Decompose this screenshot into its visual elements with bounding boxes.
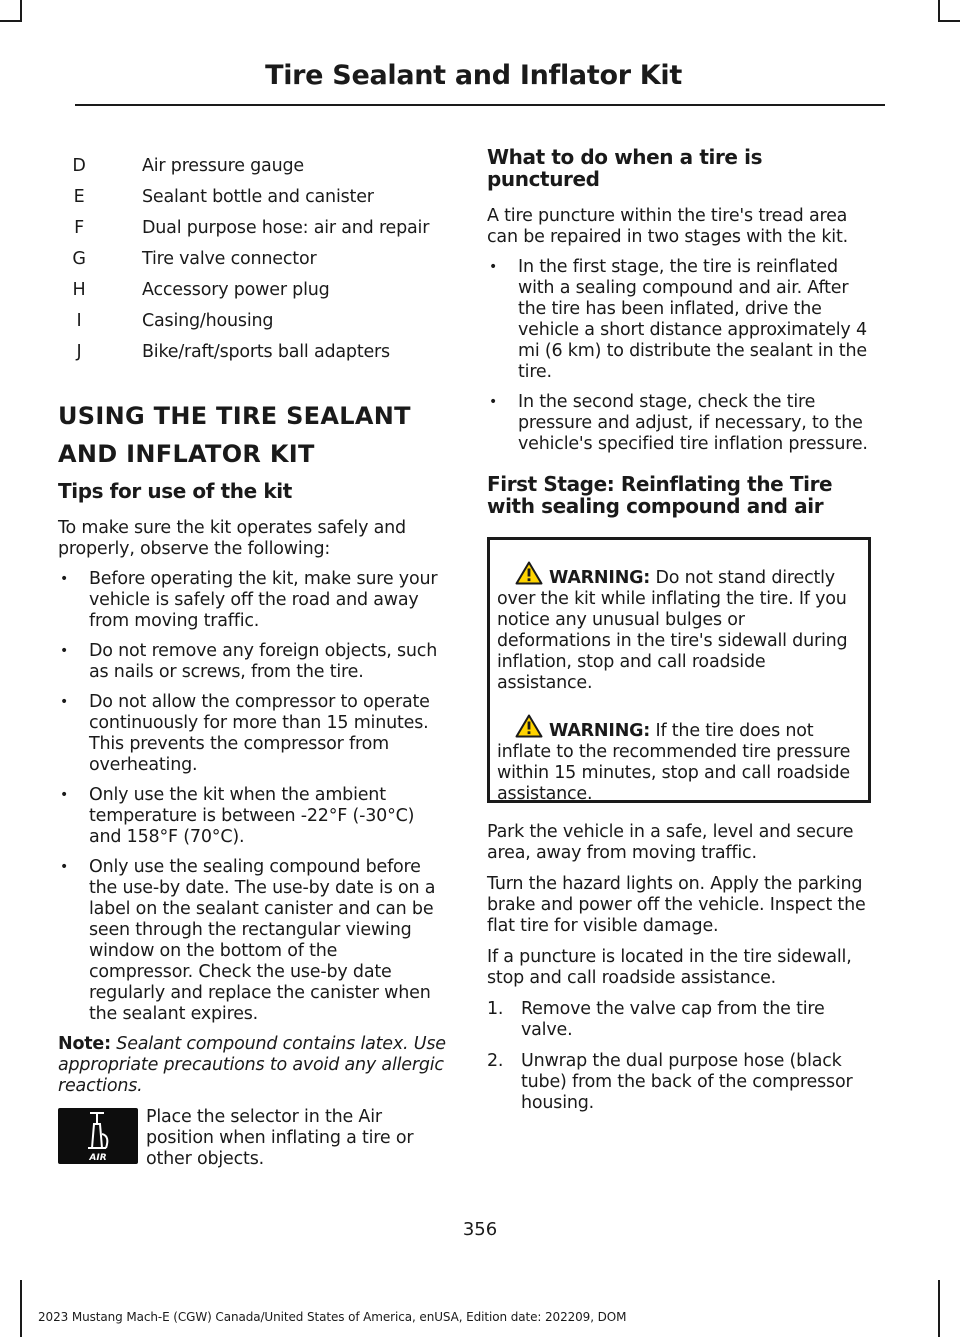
note <box>58 1034 446 1097</box>
crop-mark <box>938 0 940 22</box>
warning-box <box>487 537 871 803</box>
note-label: Note: <box>58 1034 111 1054</box>
instruction-paragraph: If a puncture is located in the tire sidewall, stop and call roadside assistance. <box>487 947 852 988</box>
air-caption: Place the selector in the Air position when inflating a tire or other objects. <box>146 1107 414 1169</box>
warning-label: WARNING: <box>549 721 651 741</box>
tips-bullet: • Do not remove any foreign objects, such as nails or screws, from the tire. <box>58 641 446 683</box>
puncture-block <box>487 146 879 517</box>
puncture-bullet: • In the second stage, check the tire pressure and adjust, if necessary, to the vehicle's specified tire inflation pressure. <box>487 392 879 455</box>
tips-bullet: • Before operating the kit, make sure your vehicle is safely off the road and away from moving traffic. <box>58 569 446 632</box>
warning <box>497 714 863 805</box>
part-label: Casing/housing <box>142 311 274 331</box>
warning <box>497 561 863 694</box>
warning-label: WARNING: <box>549 568 651 588</box>
tips-block <box>58 480 446 1097</box>
air-selector-icon <box>58 1108 138 1164</box>
warning-triangle-icon <box>515 561 543 585</box>
crop-mark <box>938 20 960 22</box>
tips-intro: To make sure the kit operates safely and properly, observe the following: <box>58 518 406 559</box>
crop-mark <box>20 1280 22 1337</box>
part-label: Dual purpose hose: air and repair <box>142 218 430 238</box>
first-stage-block <box>487 822 879 1114</box>
tips-bullet: • Only use the kit when the ambient temperature is between -22°F (-30°C) and 158°F (70°C). <box>58 785 446 848</box>
list-item <box>58 187 446 218</box>
section-heading-line: USING THE TIRE SEALANT <box>58 402 411 430</box>
list-item <box>58 156 446 187</box>
step-item <box>487 1051 879 1114</box>
footer-text: 2023 Mustang Mach-E (CGW) Canada/United States of America, enUSA, Edition date: 202209, DOM <box>38 1310 627 1324</box>
part-label: Bike/raft/sports ball adapters <box>142 342 390 362</box>
warning-text: If the tire does not inflate to the recommended tire pressure within 15 minutes, stop and call roadside assistance. <box>497 721 851 804</box>
crop-mark <box>20 0 22 22</box>
list-item <box>58 218 446 249</box>
list-item <box>58 280 446 311</box>
list-item <box>58 249 446 280</box>
step-number: 2. <box>487 1051 504 1071</box>
parts-list <box>58 156 446 373</box>
step-number: 1. <box>487 999 504 1019</box>
tips-bullet: • Only use the sealing compound before the use-by date. The use-by date is on a label on the sealant canister and can be seen through the rectangular viewing window on the bottom of the compressor. Check the use-by date regularly and replace the canister when the sealant expires. <box>58 857 446 1025</box>
part-letter: I <box>76 311 82 331</box>
step-text: Remove the valve cap from the tire valve. <box>521 999 825 1040</box>
part-label: Air pressure gauge <box>142 156 304 176</box>
step-text: Unwrap the dual purpose hose (black tube) from the back of the compressor housing. <box>521 1051 853 1113</box>
part-label: Tire valve connector <box>142 249 317 269</box>
puncture-bullet: • In the first stage, the tire is reinflated with a sealing compound and air. After the tire has been inflated, drive the vehicle a short distance approximately 4 mi (6 km) to distribute the sealant in the tire. <box>487 257 879 383</box>
section-heading <box>58 400 446 471</box>
pump-icon <box>58 1108 138 1164</box>
puncture-heading: What to do when a tire is punctured <box>487 145 763 191</box>
part-letter: F <box>74 218 84 238</box>
warning-text: Do not stand directly over the kit while inflating the tire. If you notice any unusual bulges or deformations in the tire's sidewall during inflation, stop and call roadside assistance. <box>497 568 848 693</box>
tips-bullet: • Do not allow the compressor to operate continuously for more than 15 minutes. This prevents the compressor from overheating. <box>58 692 446 776</box>
header-rule <box>75 104 885 106</box>
first-stage-heading-line: with sealing compound and air <box>487 494 824 518</box>
part-letter: D <box>72 156 86 176</box>
part-label: Accessory power plug <box>142 280 330 300</box>
crop-mark <box>0 20 22 22</box>
instruction-paragraph: Park the vehicle in a safe, level and secure area, away from moving traffic. <box>487 822 854 863</box>
instruction-paragraph: Turn the hazard lights on. Apply the parking brake and power off the vehicle. Inspect the flat tire for visible damage. <box>487 874 866 936</box>
step-item <box>487 999 879 1041</box>
first-stage-heading <box>487 473 879 517</box>
air-icon-label: AIR <box>89 1153 107 1163</box>
crop-mark <box>938 1280 940 1337</box>
part-letter: H <box>72 280 86 300</box>
tips-heading: Tips for use of the kit <box>58 479 292 503</box>
part-label: Sealant bottle and canister <box>142 187 374 207</box>
section-heading-line: AND INFLATOR KIT <box>58 440 315 468</box>
page-number: 356 <box>462 1219 498 1240</box>
part-letter: E <box>73 187 85 207</box>
note-text: Sealant compound contains latex. Use appropriate precautions to avoid any allergic reactions. <box>58 1034 446 1096</box>
part-letter: J <box>76 342 82 362</box>
list-item <box>58 342 446 373</box>
first-stage-heading-line: First Stage: Reinflating the Tire <box>487 472 833 496</box>
puncture-intro: A tire puncture within the tire's tread area can be repaired in two stages with the kit. <box>487 206 848 247</box>
warning-triangle-icon <box>515 714 543 738</box>
list-item <box>58 311 446 342</box>
part-letter: G <box>72 249 86 269</box>
page-header-title: Tire Sealant and Inflator Kit <box>265 60 682 91</box>
